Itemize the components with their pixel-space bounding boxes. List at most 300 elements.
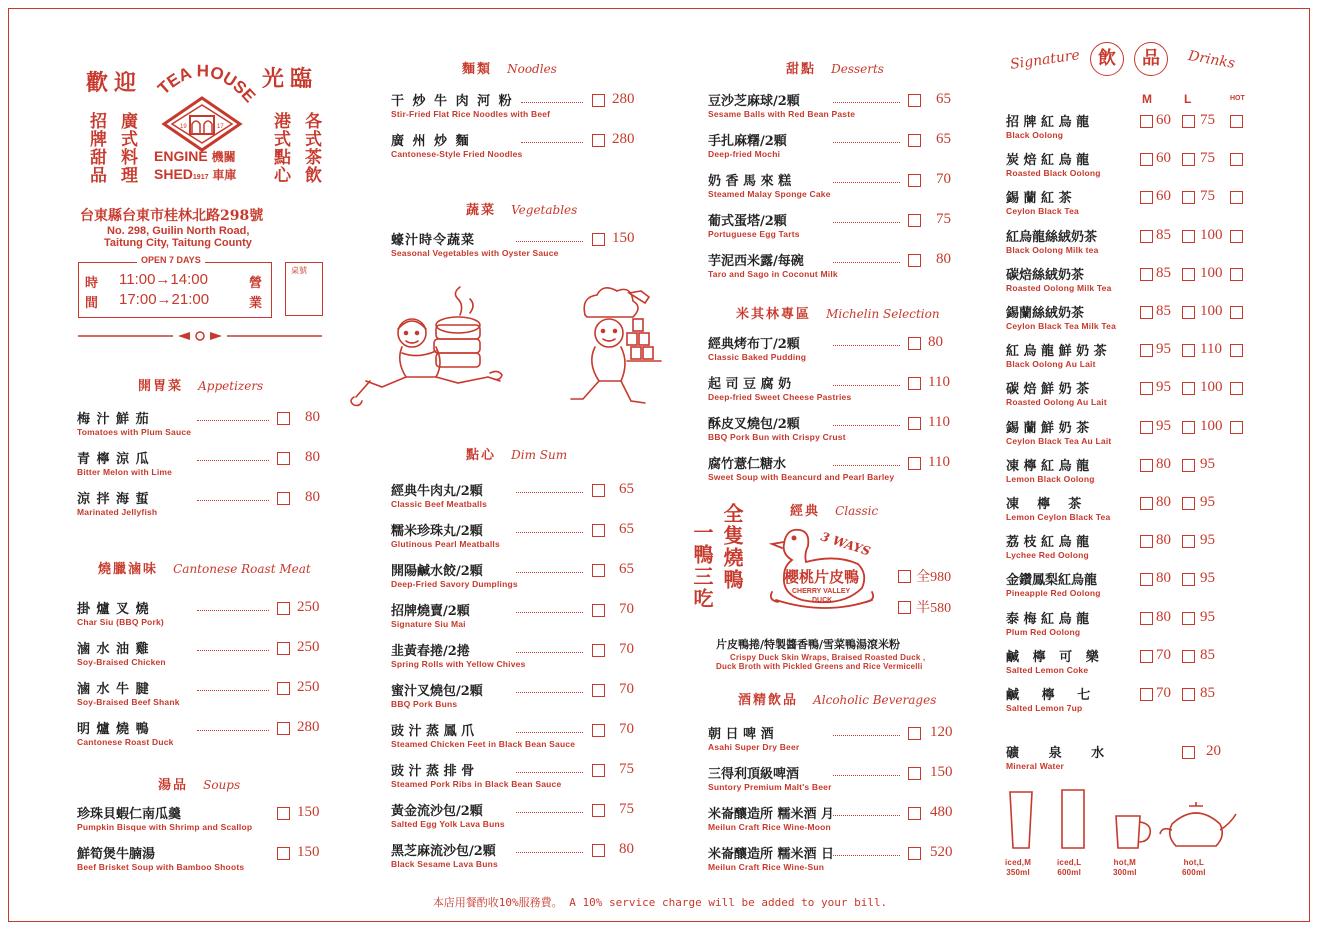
appetizer-item[interactable] <box>77 448 327 486</box>
leader-dots <box>197 690 269 691</box>
dimsum-item[interactable] <box>391 520 651 558</box>
drink-m-checkbox[interactable] <box>1140 191 1153 204</box>
michelin-item-name: 酥皮叉燒包/2顆 <box>708 417 800 432</box>
dimsum-item-checkbox[interactable] <box>592 724 605 737</box>
engine-shed: ENGINE 機關 SHED1917 車庫 <box>154 148 237 182</box>
footer-note: 本店用餐酌收10%服務費。 A 10% service charge will be added to your bill. <box>432 896 888 909</box>
drink-item-english: Roasted Oolong Milk Tea <box>1006 282 1112 293</box>
left-vertical-text: 招牌甜品 廣式料理 <box>86 112 137 184</box>
soup-item-name: 珍珠貝蝦仁南瓜羹 <box>77 807 182 822</box>
leader-dots <box>197 420 269 421</box>
roast-item[interactable] <box>77 598 327 636</box>
drink-l-checkbox[interactable] <box>1182 382 1195 395</box>
drink-l-checkbox[interactable] <box>1182 573 1195 586</box>
leader-dots <box>833 222 900 223</box>
drink-l-checkbox[interactable] <box>1182 459 1195 472</box>
drink-l-price: 95 <box>1200 494 1215 510</box>
vegetables-title: 蔬菜 Vegetables <box>466 203 578 218</box>
drink-item[interactable] <box>1006 378 1256 416</box>
drink-m-checkbox[interactable] <box>1140 153 1153 166</box>
drink-item[interactable] <box>1006 646 1256 684</box>
drink-item-name: 錫 蘭 鮮 奶 茶 <box>1006 420 1090 436</box>
drink-item[interactable] <box>1006 340 1256 378</box>
dimsum-item-price: 70 <box>619 721 634 737</box>
dessert-item[interactable] <box>708 250 968 288</box>
hours-slot-1: 11:00→14:00 <box>119 271 208 288</box>
noodles-title: 麵類 Noodles <box>462 62 557 77</box>
soup-item-checkbox[interactable] <box>277 847 290 860</box>
vegetable-item[interactable] <box>391 229 651 267</box>
drink-item[interactable] <box>1006 684 1256 722</box>
dessert-item[interactable] <box>708 130 968 168</box>
roast-item-price: 250 <box>297 679 320 695</box>
leader-dots <box>516 572 583 573</box>
drink-m-checkbox[interactable] <box>1140 573 1153 586</box>
roast-item-english: Soy-Braised Chicken <box>77 657 166 667</box>
drink-item[interactable] <box>1006 455 1256 493</box>
michelin-item-price: 110 <box>928 454 950 470</box>
drink-l-checkbox[interactable] <box>1182 497 1195 510</box>
classic-half[interactable]: 半580 <box>898 597 951 617</box>
soups-title: 湯品 Soups <box>158 778 241 793</box>
alcohol-item-checkbox[interactable] <box>908 847 921 860</box>
dessert-item-checkbox[interactable] <box>908 134 921 147</box>
drink-item-english: Ceylon Black Tea <box>1006 206 1079 217</box>
drink-m-checkbox[interactable] <box>1140 497 1153 510</box>
roast-item-name: 明 爐 燒 鴨 <box>77 722 150 737</box>
drink-m-checkbox[interactable] <box>1140 459 1153 472</box>
drink-item-name: 鹹 檸 七 <box>1006 688 1091 703</box>
roast-item-checkbox[interactable] <box>277 602 290 615</box>
drink-hot-checkbox[interactable] <box>1230 421 1243 434</box>
soup-item[interactable] <box>77 843 327 881</box>
drink-l-price: 100 <box>1200 417 1223 434</box>
drink-l-price: 85 <box>1200 685 1215 701</box>
col-m-header: M <box>1142 92 1152 106</box>
drink-l-checkbox[interactable] <box>1182 153 1195 166</box>
leader-dots <box>833 855 900 856</box>
drink-m-price: 85 <box>1156 303 1171 319</box>
drink-item-english: Salted Lemon Coke <box>1006 664 1089 675</box>
alcohol-item-english: Meilun Craft Rice Wine-Moon <box>708 822 831 832</box>
appetizer-item-checkbox[interactable] <box>277 452 290 465</box>
leader-dots <box>516 492 583 493</box>
drink-m-price: 95 <box>1156 341 1171 358</box>
roast-item-checkbox[interactable] <box>277 682 290 695</box>
noodle-item[interactable] <box>391 130 651 168</box>
drink-hot-checkbox[interactable] <box>1230 306 1243 319</box>
noodle-item-checkbox[interactable] <box>592 134 605 147</box>
drink-item-english: Salted Lemon 7up <box>1006 703 1083 713</box>
drink-m-checkbox[interactable] <box>1140 535 1153 548</box>
noodle-item-checkbox[interactable] <box>592 94 605 107</box>
appetizer-item-name: 涼 拌 海 蜇 <box>77 492 150 507</box>
vegetable-item-english: Seasonal Vegetables with Oyster Sauce <box>391 248 559 258</box>
appetizer-item-name: 青 檸 涼 瓜 <box>77 452 150 467</box>
drink-l-checkbox[interactable] <box>1182 230 1195 243</box>
dimsum-item-price: 75 <box>619 801 634 817</box>
dessert-item-name: 芋泥西米露/每碗 <box>708 254 804 269</box>
soup-item-price: 150 <box>297 804 320 820</box>
leader-dots <box>833 182 900 183</box>
drink-l-checkbox[interactable] <box>1182 650 1195 663</box>
leader-dots <box>833 815 900 816</box>
dimsum-item-english: BBQ Pork Buns <box>391 699 458 709</box>
dessert-item-english: Taro and Sago in Coconut Milk <box>708 269 838 279</box>
roast-item-checkbox[interactable] <box>277 722 290 735</box>
hours-label: OPEN 7 DAYS <box>137 255 205 265</box>
leader-dots <box>197 460 269 461</box>
drink-item-english: Black Oolong Au Lait <box>1006 359 1096 370</box>
leader-dots <box>197 610 269 611</box>
classic-duck-cn: 櫻桃片皮鴨 <box>784 568 860 586</box>
drink-hot-checkbox[interactable] <box>1230 344 1243 357</box>
roast-item-checkbox[interactable] <box>277 642 290 655</box>
drink-m-price: 60 <box>1156 150 1171 167</box>
michelin-item[interactable] <box>708 373 968 411</box>
dimsum-item[interactable] <box>391 720 651 758</box>
water-checkbox[interactable] <box>1182 746 1195 759</box>
drink-l-price: 75 <box>1200 150 1215 167</box>
ornament-divider <box>78 330 322 342</box>
alcohol-item-checkbox[interactable] <box>908 727 921 740</box>
vegetable-item-price: 150 <box>612 230 635 246</box>
alcohol-item-checkbox[interactable] <box>908 807 921 820</box>
dimsum-item-name: 蜜汁叉燒包/2顆 <box>391 684 483 699</box>
dimsum-item[interactable] <box>391 840 651 878</box>
leader-dots <box>516 532 583 533</box>
drinks-title-c1: 飲 <box>1090 42 1124 76</box>
alcohol-item-price: 520 <box>930 844 953 860</box>
drinks-title-c2: 品 <box>1134 42 1168 76</box>
dimsum-item[interactable] <box>391 480 651 518</box>
drink-l-price: 95 <box>1200 608 1215 625</box>
drink-m-checkbox[interactable] <box>1140 344 1153 357</box>
leader-dots <box>833 345 900 346</box>
michelin-item-english: BBQ Pork Bun with Crispy Crust <box>708 432 846 442</box>
drink-item[interactable] <box>1006 264 1256 302</box>
drink-l-checkbox[interactable] <box>1182 268 1195 281</box>
desserts-title: 甜點 Desserts <box>786 62 884 77</box>
dimsum-item-checkbox[interactable] <box>592 684 605 697</box>
drink-item-name: 碳焙絲絨奶茶 <box>1006 267 1085 283</box>
drink-hot-checkbox[interactable] <box>1230 191 1243 204</box>
dimsum-item-name: 糯米珍珠丸/2顆 <box>391 524 483 539</box>
drink-item[interactable] <box>1006 149 1256 187</box>
classic-title: 經典 Classic <box>790 504 879 519</box>
drink-item[interactable] <box>1006 531 1256 569</box>
appetizer-item[interactable] <box>77 488 327 526</box>
drink-item-name: 炭 焙 紅 烏 龍 <box>1006 153 1090 169</box>
drink-item-name: 招 牌 紅 烏 龍 <box>1006 115 1090 130</box>
michelin-title: 米其林專區 Michelin Selection <box>736 307 940 322</box>
alcohol-item-price: 120 <box>930 724 953 740</box>
noodle-item-english: Cantonese-Style Fried Noodles <box>391 149 523 159</box>
drink-item-name: 錫蘭絲絨奶茶 <box>1006 306 1085 321</box>
leader-dots <box>516 612 583 613</box>
dimsum-item[interactable] <box>391 760 651 798</box>
classic-3ways: 3 WAYS <box>819 529 873 559</box>
drink-m-price: 60 <box>1156 188 1171 205</box>
drink-m-price: 60 <box>1156 112 1171 128</box>
classic-duck-en1: CHERRY VALLEY <box>792 588 851 595</box>
dimsum-item-checkbox[interactable] <box>592 844 605 857</box>
drink-l-price: 110 <box>1200 341 1222 358</box>
leader-dots <box>516 692 583 693</box>
drink-m-price: 70 <box>1156 685 1171 701</box>
dimsum-item-english: Glutinous Pearl Meatballs <box>391 539 500 549</box>
roast-item[interactable] <box>77 638 327 676</box>
dessert-item-price: 80 <box>936 251 951 267</box>
dimsum-item-price: 70 <box>619 641 634 657</box>
dessert-item-checkbox[interactable] <box>908 174 921 187</box>
drink-item[interactable] <box>1006 302 1256 340</box>
michelin-item[interactable] <box>708 453 968 491</box>
classic-whole-checkbox[interactable] <box>898 570 911 583</box>
dimsum-item-checkbox[interactable] <box>592 644 605 657</box>
drink-item[interactable] <box>1006 226 1256 264</box>
dessert-item[interactable] <box>708 90 968 128</box>
michelin-item-checkbox[interactable] <box>908 457 921 470</box>
dimsum-item-checkbox[interactable] <box>592 804 605 817</box>
dessert-item-english: Deep-fried Mochi <box>708 149 781 159</box>
roast-item-english: Char Siu (BBQ Pork) <box>77 617 164 627</box>
drink-l-checkbox[interactable] <box>1182 535 1195 548</box>
dessert-item[interactable] <box>708 170 968 208</box>
table-number-box[interactable]: 桌號 <box>285 262 323 316</box>
drink-l-checkbox[interactable] <box>1182 344 1195 357</box>
leader-dots <box>516 652 583 653</box>
drink-hot-checkbox[interactable] <box>1230 153 1243 166</box>
classic-vertical-2: 一鴨三吃 <box>690 522 714 610</box>
drink-m-checkbox[interactable] <box>1140 650 1153 663</box>
classic-duck-en2: DUCK <box>812 597 833 604</box>
welcome-left: 歡迎 <box>86 70 143 96</box>
dimsum-item-english: Deep-Fried Savory Dumplings <box>391 579 518 589</box>
dimsum-item-english: Black Sesame Lava Buns <box>391 859 498 869</box>
drink-item-name: 紅烏龍絲絨奶茶 <box>1006 229 1098 245</box>
michelin-item-name: 起 司 豆 腐 奶 <box>708 377 792 392</box>
classic-desc-en2: Duck Broth with Pickled Greens and Rice Vermicelli <box>716 662 923 671</box>
leader-dots <box>516 772 583 773</box>
michelin-item[interactable] <box>708 333 968 371</box>
drink-l-checkbox[interactable] <box>1182 688 1195 701</box>
drink-item-name: 凍 檸 紅 烏 龍 <box>1006 458 1090 474</box>
drink-l-checkbox[interactable] <box>1182 421 1195 434</box>
michelin-item-checkbox[interactable] <box>908 417 921 430</box>
dessert-item-english: Portuguese Egg Tarts <box>708 229 800 239</box>
col-hot-header: HOT <box>1230 95 1245 102</box>
dimsum-item-checkbox[interactable] <box>592 764 605 777</box>
drink-item-english: Lemon Ceylon Black Tea <box>1006 512 1111 522</box>
leader-dots <box>833 425 900 426</box>
drink-l-price: 95 <box>1200 570 1215 587</box>
michelin-item-price: 110 <box>928 374 950 390</box>
dessert-item-price: 65 <box>936 91 951 107</box>
drink-m-checkbox[interactable] <box>1140 421 1153 434</box>
alcohol-item-checkbox[interactable] <box>908 767 921 780</box>
michelin-item-price: 110 <box>928 414 950 430</box>
leader-dots <box>521 102 583 103</box>
alcohol-item[interactable] <box>708 843 968 881</box>
noodle-item-price: 280 <box>612 131 635 147</box>
drink-item-english: Lychee Red Oolong <box>1006 550 1089 561</box>
alcohol-item[interactable] <box>708 803 968 841</box>
leader-dots <box>833 102 900 103</box>
drinks-title-left: Signature <box>1009 47 1081 73</box>
arc-text: TEA HOUSE <box>154 61 260 107</box>
michelin-item-price: 80 <box>928 334 943 350</box>
dimsum-item-checkbox[interactable] <box>592 604 605 617</box>
leader-dots <box>833 735 900 736</box>
drink-item[interactable] <box>1006 417 1256 455</box>
classic-half-checkbox[interactable] <box>898 601 911 614</box>
appetizer-item-english: Bitter Melon with Lime <box>77 467 173 477</box>
hours-slot-2: 17:00→21:00 <box>119 291 210 308</box>
drink-hot-checkbox[interactable] <box>1230 268 1243 281</box>
drink-m-checkbox[interactable] <box>1140 115 1153 128</box>
alcohol-item-price: 150 <box>930 764 953 780</box>
vegetable-item-checkbox[interactable] <box>592 233 605 246</box>
alcohol-title: 酒精飲品 Alcoholic Beverages <box>738 693 937 708</box>
drink-m-checkbox[interactable] <box>1140 688 1153 701</box>
drink-l-price: 95 <box>1200 532 1215 549</box>
dimsum-item-checkbox[interactable] <box>592 564 605 577</box>
roast-item[interactable] <box>77 718 327 756</box>
drink-item[interactable] <box>1006 569 1256 607</box>
drink-item[interactable] <box>1006 187 1256 225</box>
drink-l-checkbox[interactable] <box>1182 191 1195 204</box>
dessert-item-checkbox[interactable] <box>908 214 921 227</box>
drink-m-price: 95 <box>1156 379 1171 396</box>
drink-hot-checkbox[interactable] <box>1230 382 1243 395</box>
appetizer-item[interactable] <box>77 408 327 446</box>
noodle-item-price: 280 <box>612 91 635 107</box>
appetizers-title: 開胃菜 Appetizers <box>138 379 264 394</box>
dimsum-item[interactable] <box>391 600 651 638</box>
drink-item[interactable] <box>1006 493 1256 531</box>
drink-m-checkbox[interactable] <box>1140 382 1153 395</box>
chef-teacups-illustration <box>565 285 685 425</box>
leader-dots <box>521 142 583 143</box>
drink-m-price: 80 <box>1156 494 1171 510</box>
noodle-item[interactable] <box>391 90 651 128</box>
water-item[interactable]: 礦 泉 水 Mineral Water 20 <box>1006 743 1221 771</box>
drink-item[interactable] <box>1006 608 1256 646</box>
dimsum-item-price: 70 <box>619 601 634 617</box>
roast-item-name: 滷 水 油 雞 <box>77 642 150 657</box>
dimsum-item-name: 豉 汁 蒸 排 骨 <box>391 764 475 779</box>
michelin-item-checkbox[interactable] <box>908 377 921 390</box>
dimsum-item[interactable] <box>391 640 651 678</box>
drink-item-name: 鹹 檸 可 樂 <box>1006 649 1099 665</box>
dimsum-item-price: 65 <box>619 561 634 577</box>
soup-item-checkbox[interactable] <box>277 807 290 820</box>
dimsum-title: 點心 Dim Sum <box>466 448 568 463</box>
dimsum-item-english: Steamed Chicken Feet in Black Bean Sauce <box>391 739 576 749</box>
drink-l-checkbox[interactable] <box>1182 612 1195 625</box>
classic-vertical-1: 全隻燒鴨 <box>720 503 744 591</box>
alcohol-item-english: Asahi Super Dry Beer <box>708 742 800 752</box>
appetizer-item-price: 80 <box>305 449 320 465</box>
dimsum-item-name: 開陽鹹水餃/2顆 <box>391 564 483 579</box>
classic-whole[interactable]: 全980 <box>898 566 951 586</box>
drink-l-price: 75 <box>1200 188 1215 205</box>
drink-hot-checkbox[interactable] <box>1230 230 1243 243</box>
appetizer-item-checkbox[interactable] <box>277 412 290 425</box>
dimsum-item-checkbox[interactable] <box>592 524 605 537</box>
dimsum-item[interactable] <box>391 800 651 838</box>
dimsum-item-name: 經典牛肉丸/2顆 <box>391 484 483 499</box>
drink-item[interactable] <box>1006 111 1256 149</box>
dessert-item[interactable] <box>708 210 968 248</box>
soup-item[interactable] <box>77 803 327 841</box>
drink-l-checkbox[interactable] <box>1182 115 1195 128</box>
dessert-item-english: Steamed Malay Sponge Cake <box>708 189 831 199</box>
drink-item-english: Plum Red Oolong <box>1006 626 1081 637</box>
dimsum-item[interactable] <box>391 560 651 598</box>
alcohol-item[interactable] <box>708 763 968 801</box>
drink-m-price: 85 <box>1156 264 1171 281</box>
roast-item-english: Cantonese Roast Duck <box>77 737 174 747</box>
dessert-item-name: 豆沙芝麻球/2顆 <box>708 94 800 109</box>
cup-label: hot,L 600ml <box>1182 858 1206 877</box>
roast-item[interactable] <box>77 678 327 716</box>
drink-m-checkbox[interactable] <box>1140 612 1153 625</box>
drink-item-english: Ceylon Black Tea Au Lait <box>1006 435 1112 446</box>
drink-item-name: 凍 檸 茶 <box>1006 497 1082 512</box>
soup-item-name: 鮮筍煲牛腩湯 <box>77 847 156 862</box>
dessert-item-price: 75 <box>936 211 951 227</box>
drink-hot-checkbox[interactable] <box>1230 115 1243 128</box>
cup-label: iced,M 350ml <box>1005 858 1032 877</box>
drink-m-checkbox[interactable] <box>1140 230 1153 243</box>
leader-dots <box>516 852 583 853</box>
dimsum-item-price: 80 <box>619 841 634 857</box>
alcohol-item-english: Suntory Premium Malt's Beer <box>708 782 832 792</box>
michelin-item-checkbox[interactable] <box>908 337 921 350</box>
dimsum-item-name: 招牌燒賣/2顆 <box>391 604 470 619</box>
dimsum-item-checkbox[interactable] <box>592 484 605 497</box>
drink-item-name: 錫 蘭 紅 茶 <box>1006 191 1072 207</box>
leader-dots <box>833 465 900 466</box>
michelin-item-english: Deep-fried Sweet Cheese Pastries <box>708 392 852 402</box>
dimsum-item-price: 65 <box>619 521 634 537</box>
dessert-item-checkbox[interactable] <box>908 254 921 267</box>
alcohol-item[interactable] <box>708 723 968 761</box>
michelin-item[interactable] <box>708 413 968 451</box>
drink-m-checkbox[interactable] <box>1140 268 1153 281</box>
dessert-item-name: 葡式蛋塔/2顆 <box>708 214 787 229</box>
roast-item-english: Soy-Braised Beef Shank <box>77 697 180 707</box>
drink-l-price: 100 <box>1200 226 1223 243</box>
drink-item-name: 紅 烏 龍 鮮 奶 茶 <box>1006 344 1107 360</box>
drinks-title-right: Drinks <box>1186 48 1237 72</box>
drink-l-checkbox[interactable] <box>1182 306 1195 319</box>
drink-m-checkbox[interactable] <box>1140 306 1153 319</box>
drink-l-price: 100 <box>1200 264 1223 281</box>
address-cn: 台東縣台東市桂林北路298號 <box>80 208 264 224</box>
dessert-item-checkbox[interactable] <box>908 94 921 107</box>
cup-label: iced,L 600ml <box>1057 858 1082 877</box>
drink-m-price: 80 <box>1156 570 1171 587</box>
appetizer-item-checkbox[interactable] <box>277 492 290 505</box>
michelin-item-name: 經典烤布丁/2顆 <box>708 337 800 352</box>
appetizer-item-price: 80 <box>305 489 320 505</box>
leader-dots <box>833 142 900 143</box>
dimsum-item[interactable] <box>391 680 651 718</box>
soup-item-english: Pumpkin Bisque with Shrimp and Scallop <box>77 822 253 832</box>
